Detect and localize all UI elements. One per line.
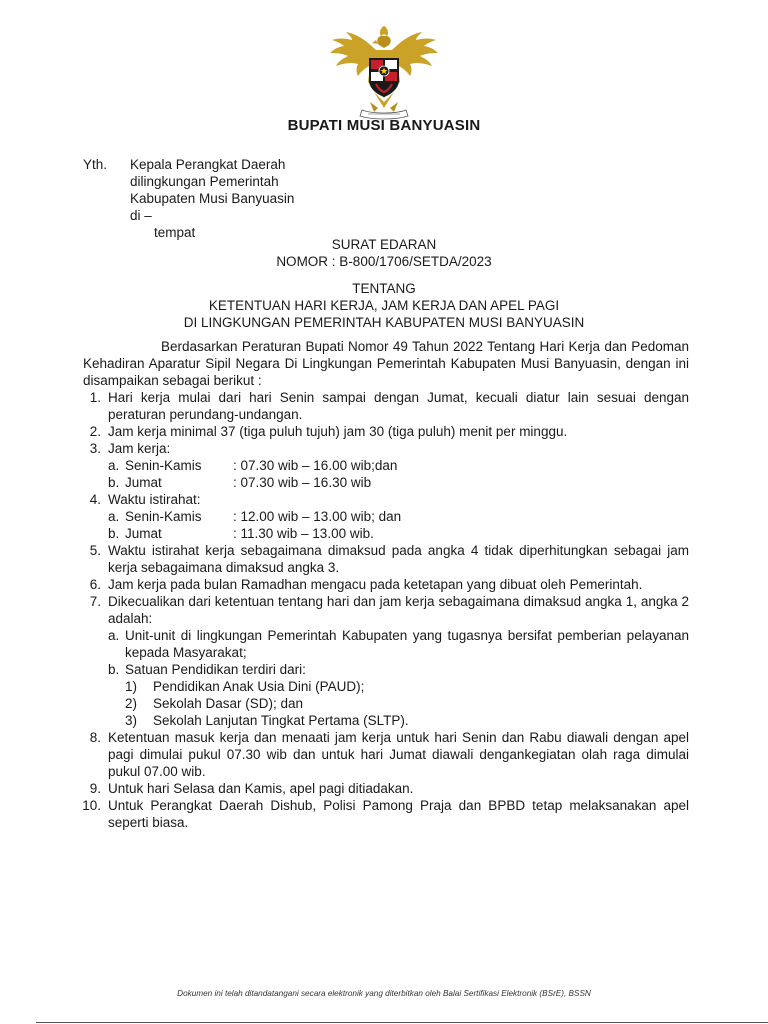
about-label: TENTANG bbox=[352, 281, 416, 296]
recipient-line: Kepala Perangkat Daerah bbox=[130, 157, 286, 172]
garuda-emblem-icon bbox=[328, 22, 440, 122]
item-number: 7. bbox=[89, 594, 101, 609]
schedule-time: : 07.30 wib – 16.00 wib;dan bbox=[233, 458, 398, 473]
sub-label: b. bbox=[108, 662, 120, 677]
sub-label: b. bbox=[108, 475, 120, 490]
school-label: 1) bbox=[125, 679, 138, 694]
letter-body bbox=[83, 338, 689, 831]
subject-line: KETENTUAN HARI KERJA, JAM KERJA DAN APEL PAGI bbox=[208, 298, 560, 313]
sub-label: a. bbox=[108, 509, 120, 524]
item-text: Hari kerja mulai dari hari Senin sampai dengan Jumat, kecuali diatur lain sesuai dengan peraturan perundang-undangan. bbox=[108, 390, 689, 422]
item-number: 10. bbox=[82, 798, 101, 813]
list-item bbox=[83, 389, 689, 423]
footer-divider bbox=[36, 1022, 768, 1023]
schedule-day: Senin-Kamis bbox=[125, 458, 202, 473]
schedule-day: Jumat bbox=[125, 475, 162, 490]
signature-notice: Dokumen ini telah ditandatangani secara elektronik yang diterbitkan oleh Balai Sertifikasi Elektronik (BSrE), BSSN bbox=[177, 989, 591, 998]
school-item bbox=[108, 678, 689, 695]
schedule-day: Senin-Kamis bbox=[125, 509, 202, 524]
letter-number: NOMOR : B-800/1706/SETDA/2023 bbox=[276, 254, 492, 269]
item-text: Waktu istirahat: bbox=[108, 492, 201, 507]
page-title: BUPATI MUSI BANYUASIN bbox=[287, 117, 481, 134]
item-number: 3. bbox=[89, 441, 101, 456]
sub-item bbox=[108, 661, 689, 678]
school-label: 2) bbox=[125, 696, 138, 711]
item-number: 6. bbox=[89, 577, 101, 592]
schedule-row bbox=[108, 525, 689, 542]
item-text: Dikecualikan dari ketentuan tentang hari dan jam kerja sebagaimana dimaksud angka 1, angka 2 adalah: bbox=[108, 594, 689, 626]
list-item bbox=[83, 491, 689, 542]
school-text: Sekolah Lanjutan Tingkat Pertama (SLTP). bbox=[153, 713, 409, 728]
schedule-day: Jumat bbox=[125, 526, 162, 541]
recipient-line: tempat bbox=[154, 225, 196, 240]
intro-paragraph: Berdasarkan Peraturan Bupati Nomor 49 Tahun 2022 Tentang Hari Kerja dan Pedoman Kehadiran Aparatur Sipil Negara Di Lingkungan Pemerintah Kabupaten Musi Banyuasin, dengan ini disampaikan sebagai berikut : bbox=[83, 339, 689, 388]
schedule-row bbox=[108, 474, 689, 491]
recipient-line: di – bbox=[130, 208, 152, 223]
schedule-time: : 11.30 wib – 13.00 wib. bbox=[233, 526, 374, 541]
item-number: 9. bbox=[89, 781, 101, 796]
item-number: 1. bbox=[89, 390, 101, 405]
schedule-time: : 07.30 wib – 16.30 wib bbox=[233, 475, 372, 490]
list-item bbox=[83, 542, 689, 576]
item-text: Jam kerja minimal 37 (tiga puluh tujuh) jam 30 (tiga puluh) menit per minggu. bbox=[108, 424, 568, 439]
item-text: Untuk Perangkat Daerah Dishub, Polisi Pamong Praja dan BPBD tetap melaksanakan apel seperti biasa. bbox=[108, 798, 689, 830]
list-item bbox=[83, 423, 689, 440]
school-text: Sekolah Dasar (SD); dan bbox=[153, 696, 304, 711]
list-item bbox=[83, 797, 689, 831]
sub-label: a. bbox=[108, 458, 120, 473]
sub-item bbox=[108, 627, 689, 661]
sub-label: b. bbox=[108, 526, 120, 541]
item-text: Ketentuan masuk kerja dan menaati jam kerja untuk hari Senin dan Rabu diawali dengan apel pagi dimulai pukul 07.30 wib dan untuk hari Jumat diawali dengankegiatan olah raga dimulai pukul 07.00 wib. bbox=[108, 730, 689, 779]
list-item bbox=[83, 576, 689, 593]
recipient-block bbox=[130, 156, 294, 241]
recipient-line: Kabupaten Musi Banyuasin bbox=[130, 191, 295, 206]
item-number: 8. bbox=[89, 730, 101, 745]
salutation: Yth. bbox=[83, 157, 108, 172]
school-item bbox=[108, 695, 689, 712]
item-number: 5. bbox=[89, 543, 101, 558]
item-text: Jam kerja pada bulan Ramadhan mengacu pada ketetapan yang dibuat oleh Pemerintah. bbox=[108, 577, 643, 592]
item-text: Waktu istirahat kerja sebagaimana dimaksud pada angka 4 tidak diperhitungkan sebagai jam kerja sebagaimana dimaksud angka 3. bbox=[108, 543, 689, 575]
recipient-line: dilingkungan Pemerintah bbox=[130, 174, 279, 189]
item-number: 2. bbox=[89, 424, 101, 439]
sub-text: Unit-unit di lingkungan Pemerintah Kabupaten yang tugasnya bersifat pemberian pelayanan kepada Masyarakat; bbox=[125, 628, 689, 660]
schedule-time: : 12.00 wib – 13.00 wib; dan bbox=[233, 509, 402, 524]
item-text: Untuk hari Selasa dan Kamis, apel pagi ditiadakan. bbox=[108, 781, 414, 796]
school-label: 3) bbox=[125, 713, 138, 728]
school-text: Pendidikan Anak Usia Dini (PAUD); bbox=[153, 679, 365, 694]
list-item bbox=[83, 780, 689, 797]
schedule-row bbox=[108, 508, 689, 525]
list-item bbox=[83, 593, 689, 729]
schedule-row bbox=[108, 457, 689, 474]
list-item bbox=[83, 440, 689, 491]
item-number: 4. bbox=[89, 492, 101, 507]
school-item bbox=[108, 712, 689, 729]
subject-line: DI LINGKUNGAN PEMERINTAH KABUPATEN MUSI BANYUASIN bbox=[183, 315, 585, 330]
sub-text: Satuan Pendidikan terdiri dari: bbox=[125, 662, 306, 677]
list-item bbox=[83, 729, 689, 780]
item-text: Jam kerja: bbox=[108, 441, 171, 456]
letter-type: SURAT EDARAN bbox=[331, 237, 437, 252]
sub-label: a. bbox=[108, 628, 120, 643]
